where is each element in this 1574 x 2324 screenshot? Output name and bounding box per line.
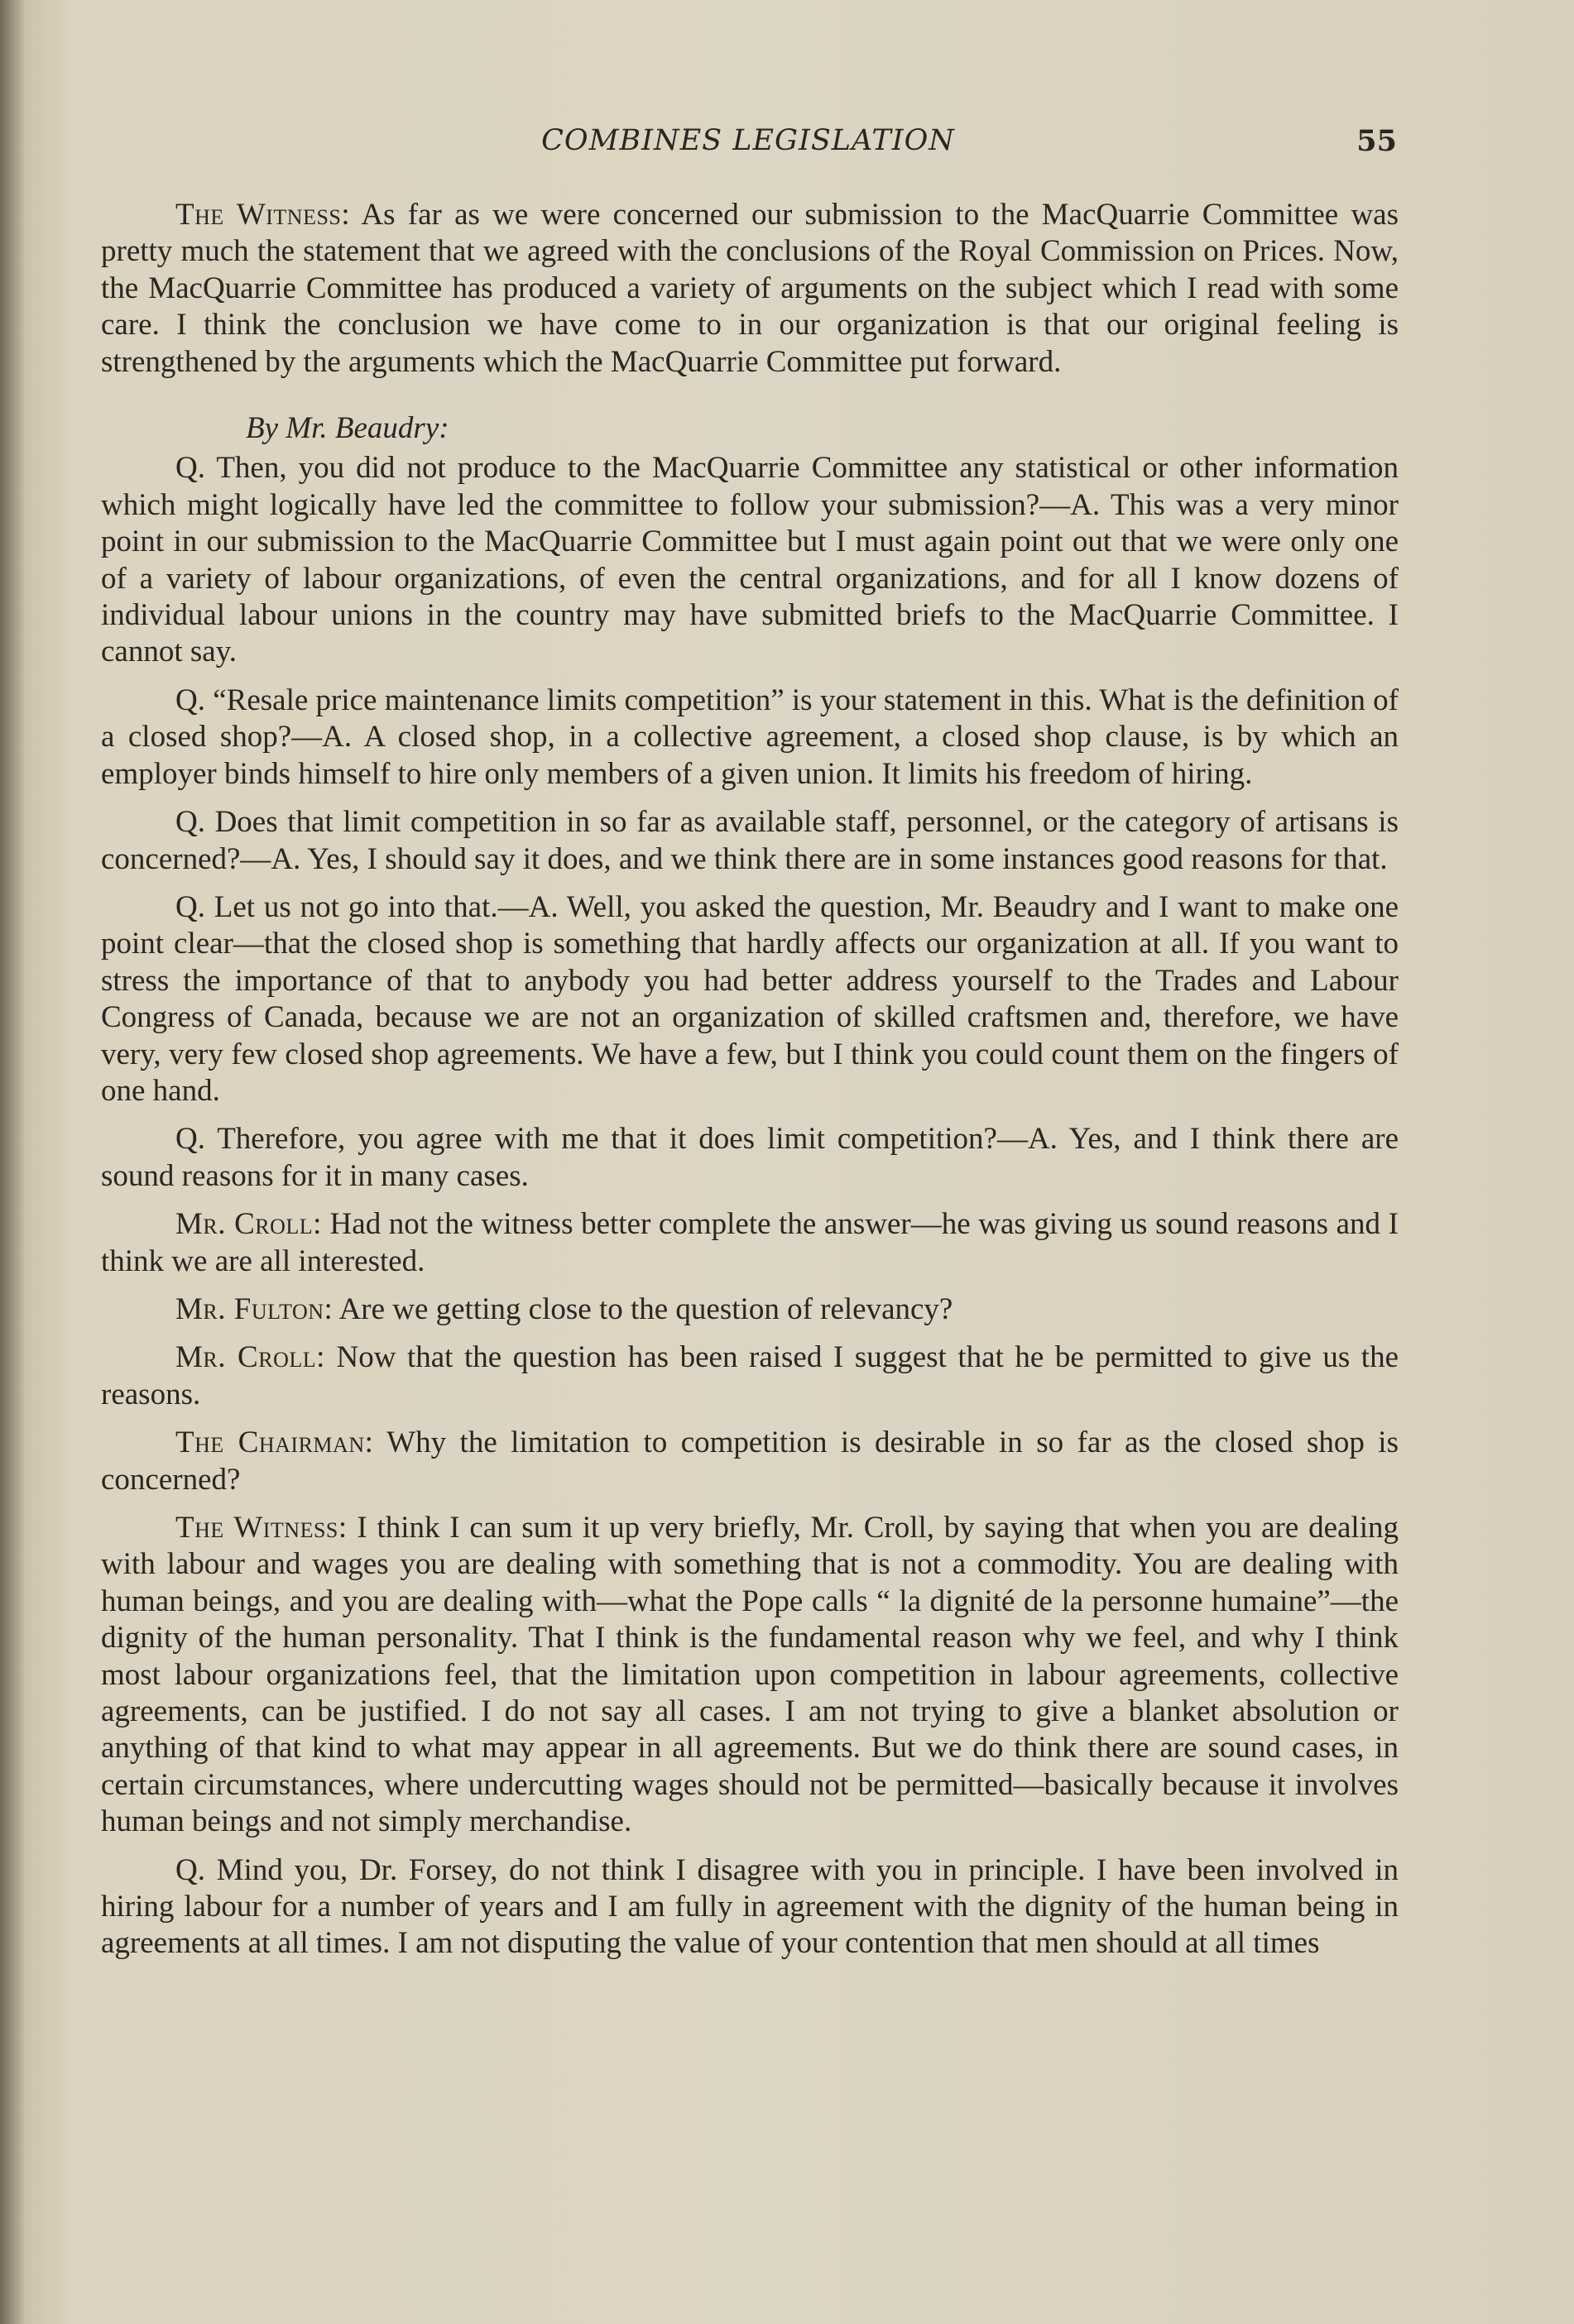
paragraph-chairman (101, 1425, 1399, 1498)
page-number: 55 (1356, 124, 1397, 158)
paragraph-text: As far as we were concerned our submission to the MacQuarrie Committee was pretty much the statement that we agreed with the conclusions of the Royal Commission on Prices. Now, the MacQuarrie Committee has produced a variety of arguments on the subject which I read with some care. I think the conclusion we have come to in our organization is that our original feeling is strengthened by the arguments which the MacQuarrie Committee put forward. (101, 198, 1399, 379)
speaker-label: The Witness: (175, 1511, 348, 1545)
book-spine-shadow (0, 0, 25, 2324)
paragraph-text: Now that the question has been raised I suggest that he be permitted to give us the reasons. (101, 1340, 1399, 1411)
page-body (101, 197, 1399, 1962)
question-answer: Q. “Resale price maintenance limits competition” is your statement in this. What is the definition of a closed shop?—A. A closed shop, in a collective agreement, a closed shop clause, is by which an employer binds himself to hire only members of a given union. It limits his freedom of hiring. (101, 683, 1399, 791)
speaker-label: The Witness: (175, 198, 351, 232)
paragraph-fulton (101, 1291, 1399, 1328)
speaker-label: Mr. Croll: (175, 1207, 322, 1242)
speaker-label: The Chairman: (175, 1426, 374, 1460)
question-answer: Q. Does that limit competition in so far as available staff, personnel, or the category of artisans is concerned?—A. Yes, I should say it does, and we think there are in some instances good reasons for that. (101, 805, 1399, 876)
running-title: COMBINES LEGISLATION (541, 124, 955, 157)
examiner-byline: By Mr. Beaudry: (246, 411, 449, 446)
paragraph-text: I think I can sum it up very briefly, Mr. Croll, by saying that when you are dealing with labour and wages you are dealing with something that is not a commodity. You are dealing with human beings, and you are dealing with—what the Pope calls “ la dignité de la personne humaine”—the dignity of the human personality. That I think is the fundamental reason why we feel, and why I think most labour organizations feel, that the limitation upon competition in labour agreements, collective agreements, can be justified. I do not say all cases. I am not trying to give a blanket absolution or anything of that kind to what may appear in all agreements. But we do think there are sound cases, in certain circumstances, where undercutting wages should not be permitted—basically because it involves human beings and not simply merchandise. (101, 1511, 1399, 1839)
page-header (99, 124, 1397, 165)
question-answer: Q. Mind you, Dr. Forsey, do not think I disagree with you in principle. I have been involved in hiring labour for a number of years and I am fully in agreement with the dignity of the human being in agreements at all times. I am not disputing the value of your contention that men should at all times (101, 1852, 1399, 1961)
speaker-label: Mr. Croll: (175, 1340, 325, 1375)
paragraph-croll-1 (101, 1206, 1399, 1280)
paragraph-text: Had not the witness better complete the answer—he was giving us sound reasons and I think we are all interested. (101, 1207, 1399, 1278)
question-answer: Q. Therefore, you agree with me that it does limit competition?—A. Yes, and I think there are sound reasons for it in many cases. (101, 1122, 1399, 1193)
question-answer: Q. Then, you did not produce to the MacQuarrie Committee any statistical or other information which might logically have led the committee to follow your submission?—A. This was a very minor point in our submission to the MacQuarrie Committee but I must again point out that we were only one of a variety of labour organizations, of even the central organizations, and for all I know dozens of individual labour unions in the country may have submitted briefs to the MacQuarrie Committee. I cannot say. (101, 451, 1399, 669)
paragraph-witness-2 (101, 1510, 1399, 1841)
speaker-label: Mr. Fulton: (175, 1291, 334, 1326)
paragraph-witness-1 (101, 197, 1399, 381)
paragraph-text: Are we getting close to the question of relevancy? (338, 1291, 953, 1326)
paragraph-text: Why the limitation to competition is desirable in so far as the closed shop is concerned? (101, 1426, 1399, 1497)
paragraph-croll-2 (101, 1339, 1399, 1413)
question-answer: Q. Let us not go into that.—A. Well, you asked the question, Mr. Beaudry and I want to make one point clear—that the closed shop is something that hardly affects our organization at all. If you want to stress the importance of that to anybody you had better address yourself to the Trades and Labour Congress of Canada, because we are not an organization of skilled craftsmen and, therefore, we have very, very few closed shop agreements. We have a few, but I think you could count them on the fingers of one hand. (101, 889, 1399, 1108)
